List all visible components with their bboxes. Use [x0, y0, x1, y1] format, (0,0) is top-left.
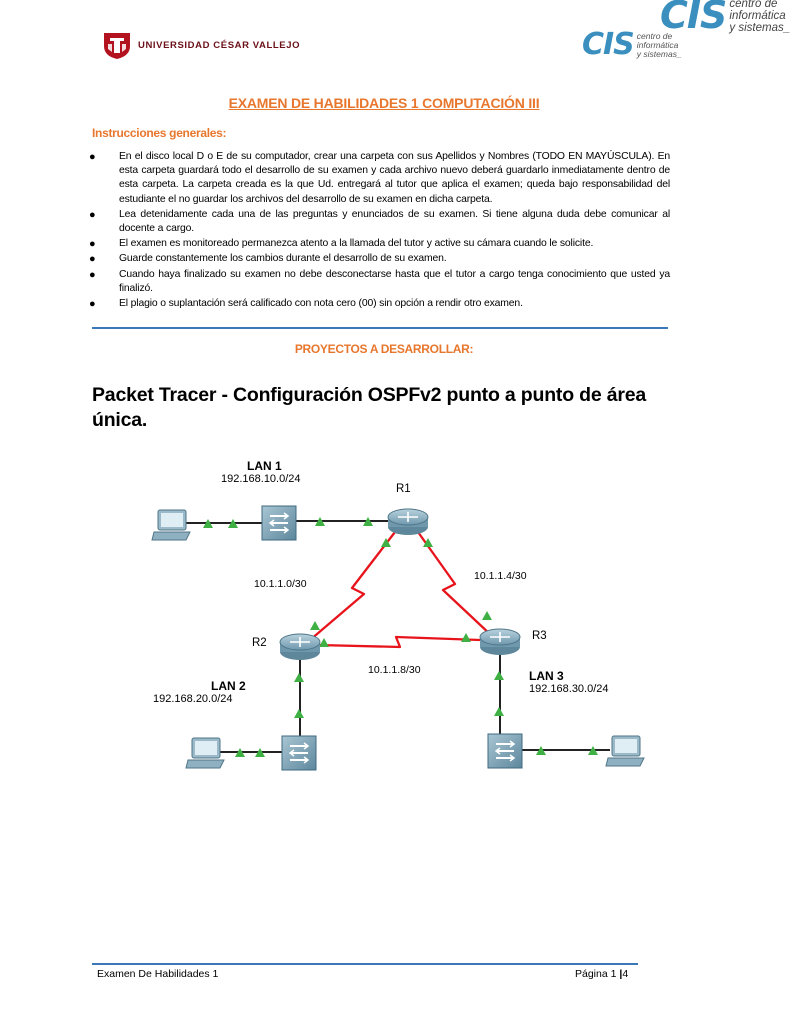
- switch-icon: [282, 736, 316, 770]
- serial-net-r1-r3: 10.1.1.4/30: [474, 570, 527, 582]
- lan2-label: LAN 2 192.168.20.0/24: [150, 678, 252, 706]
- list-item: ● El plagio o suplantación será calificado con nota cero (00) sin opción a rendir otro examen.: [89, 298, 523, 311]
- bullet-icon: ●: [89, 151, 96, 163]
- packet-tracer-title: Packet Tracer - Configuración OSPFv2 punto a punto de área única.: [92, 384, 647, 431]
- pc-icon: [606, 736, 644, 766]
- link-light-icon: [482, 611, 492, 620]
- bullet-icon: ●: [89, 208, 96, 221]
- serial-links: [310, 532, 492, 647]
- router-label-r1: R1: [396, 483, 411, 495]
- router-label-r3: R3: [532, 630, 547, 642]
- router-icon: [388, 509, 428, 535]
- footer-page-number: Página 1 |4: [575, 968, 629, 980]
- serial-net-r1-r2: 10.1.1.0/30: [254, 578, 307, 590]
- cis-text: centro de informática y sistemas_: [636, 31, 682, 59]
- link-light-icon: [310, 621, 320, 630]
- serial-net-r2-r3: 10.1.1.8/30: [368, 664, 421, 676]
- link-light-icon: [294, 709, 304, 718]
- list-item: ● Lea detenidamente cada una de las preguntas y enunciados de su examen. Si tiene alguna duda debe comunicar al docente a cargo.: [89, 208, 670, 235]
- link-light-icon: [494, 707, 504, 716]
- serial-r2-r3: [318, 637, 480, 647]
- bullet-icon: ●: [89, 253, 96, 266]
- footer-divider: [92, 963, 638, 965]
- link-light-icon: [461, 633, 471, 642]
- cis-text: centro de informática y sistemas_: [729, 0, 790, 35]
- serial-r1-r3: [418, 532, 492, 636]
- list-item: ● En el disco local D o E de su computador, crear una carpeta con sus Apellidos y Nombres (TODO EN MAYÚSCULA). En esta carpeta guardará todo el desarrollo de su examen y cada archivo nuevo deberá guardarlo inmediatamente dentro de esta carpeta. La carpeta creada es la que Ud. entregará al tutor que aplica el examen; queda bajo responsabilidad del estudiante el no guardar los archivos del desarrollo de su examen en dicha carpeta.: [89, 151, 670, 205]
- router-icon: [280, 634, 320, 660]
- switch-icon: [262, 506, 296, 540]
- cis-mark: CIS: [582, 27, 634, 62]
- list-item: ● El examen es monitoreado permanezca atento a la llamada del tutor y active su cámara cuando le solicite.: [89, 238, 594, 251]
- pc-icon: [186, 738, 224, 768]
- lan3-label: LAN 3 192.168.30.0/24: [526, 668, 628, 696]
- list-item: ● Cuando haya finalizado su examen no debe desconectarse hasta que el tutor a cargo tenga conocimiento que usted ya finalizó.: [89, 268, 670, 294]
- projects-heading: PROYECTOS A DESARROLLAR:: [294, 342, 474, 356]
- link-light-icon: [294, 673, 304, 682]
- router-icon: [480, 629, 520, 655]
- serial-r1-r2: [310, 532, 395, 640]
- link-light-icon: [319, 638, 329, 647]
- footer-document-name: Examen De Habilidades 1: [97, 968, 219, 980]
- list-item: ● Guarde constantemente los cambios durante el desarrollo de su examen.: [89, 253, 447, 266]
- instructions-heading: Instrucciones generales:: [92, 126, 227, 140]
- cis-mark: CIS: [660, 0, 727, 37]
- university-name: UNIVERSIDAD CÉSAR VALLEJO: [138, 39, 301, 51]
- pc-icon: [152, 510, 190, 540]
- link-light-icon: [494, 671, 504, 680]
- router-label-r2: R2: [252, 637, 267, 649]
- bullet-icon: ●: [89, 298, 96, 311]
- exam-title: EXAMEN DE HABILIDADES 1 COMPUTACIÓN III: [228, 95, 540, 111]
- switch-icon: [488, 734, 522, 768]
- bullet-icon: ●: [89, 268, 96, 281]
- lan1-label: LAN 1 192.168.10.0/24: [218, 458, 316, 486]
- bullet-icon: ●: [89, 238, 96, 251]
